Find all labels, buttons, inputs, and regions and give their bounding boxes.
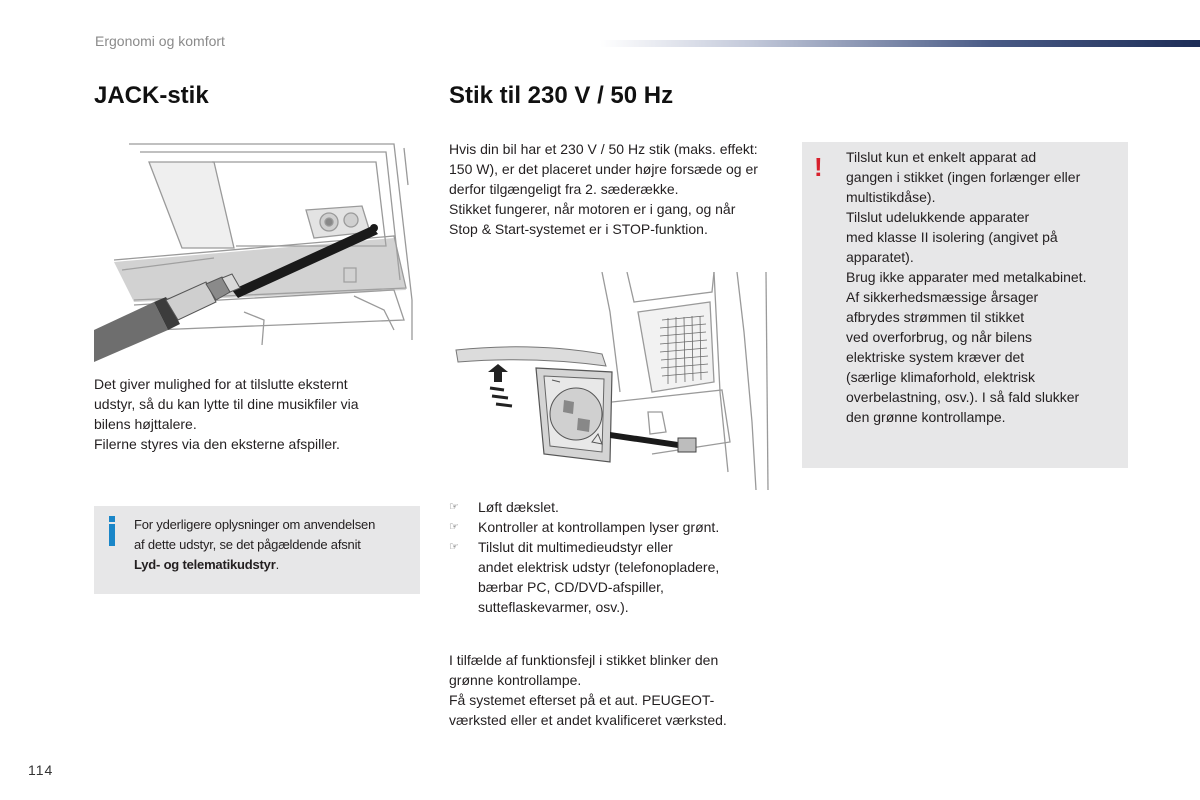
- hand-pointer-icon: ☞: [449, 541, 459, 553]
- jack-text-line: Det giver mulighed for at tilslutte eksternt: [94, 376, 348, 392]
- step-text: andet elektrisk udstyr (telefonopladere,: [478, 559, 720, 575]
- socket-intro-line: Stikket fungerer, når motoren er i gang, og når: [449, 201, 736, 217]
- hand-pointer-icon: ☞: [449, 501, 459, 513]
- warning-line: (særlige klimaforhold, elektrisk: [846, 369, 1036, 385]
- jack-text-line: Filerne styres via den eksterne afspiller.: [94, 436, 340, 452]
- info-line: af dette udstyr, se det pågældende afsnit: [134, 537, 361, 552]
- warning-line: ved overforbrug, og når bilens: [846, 329, 1032, 345]
- malfunction-line: Få systemet efterset på et aut. PEUGEOT-: [449, 692, 715, 708]
- jack-title: JACK-stik: [94, 82, 209, 109]
- info-suffix: .: [275, 557, 279, 572]
- warning-line: den grønne kontrollampe.: [846, 409, 1006, 425]
- socket-steps: [449, 497, 779, 617]
- malfunction-line: værksted eller et andet kvalificeret værksted.: [449, 712, 727, 728]
- step-text: Løft dækslet.: [478, 499, 559, 515]
- malfunction-line: I tilfælde af funktionsfejl i stikket blinker den: [449, 652, 719, 668]
- jack-illustration: [94, 140, 414, 367]
- info-icon: [108, 516, 116, 546]
- warning-line: Tilslut udelukkende apparater: [846, 209, 1030, 225]
- step-item: [449, 517, 779, 537]
- info-ref-line: [134, 555, 409, 575]
- socket-intro-line: Stop & Start-systemet er i STOP-funktion.: [449, 221, 708, 237]
- warning-line: gangen i stikket (ingen forlænger eller: [846, 169, 1081, 185]
- warning-line: apparatet).: [846, 249, 914, 265]
- warning-line: multistikdåse).: [846, 189, 936, 205]
- warning-line: med klasse II isolering (angivet på: [846, 229, 1058, 245]
- jack-description: [94, 374, 404, 454]
- info-box: [94, 506, 420, 594]
- step-item: [449, 497, 779, 517]
- warning-text: [846, 147, 1118, 427]
- socket-illustration: [452, 272, 772, 495]
- socket-intro: [449, 139, 784, 239]
- socket-intro-line: Hvis din bil har et 230 V / 50 Hz stik (maks. effekt:: [449, 141, 758, 157]
- warning-line: overbelastning, osv.). I så fald slukker: [846, 389, 1080, 405]
- socket-title: Stik til 230 V / 50 Hz: [449, 82, 674, 109]
- header-gradient-bar: [600, 40, 1200, 47]
- warning-icon: !: [814, 152, 823, 182]
- warning-box: [802, 142, 1128, 468]
- warning-line: Brug ikke apparater med metalkabinet.: [846, 269, 1087, 285]
- info-line: For yderligere oplysninger om anvendelsen: [134, 517, 376, 532]
- socket-intro-line: 150 W), er det placeret under højre forsæde og er: [449, 161, 758, 177]
- hand-pointer-icon: ☞: [449, 521, 459, 533]
- step-item: [449, 537, 779, 617]
- step-text: Kontroller at kontrollampen lyser grønt.: [478, 519, 720, 535]
- warning-line: Tilslut kun et enkelt apparat ad: [846, 149, 1037, 165]
- step-text: bærbar PC, CD/DVD-afspiller,: [478, 579, 664, 595]
- jack-text-line: bilens højttalere.: [94, 416, 197, 432]
- step-text: sutteflaskevarmer, osv.).: [478, 599, 629, 615]
- page-number: 114: [28, 762, 54, 778]
- jack-text-line: udstyr, så du kan lytte til dine musikfiler via: [94, 396, 359, 412]
- warning-line: elektriske system kræver det: [846, 349, 1025, 365]
- warning-line: afbrydes strømmen til stikket: [846, 309, 1025, 325]
- step-text: Tilslut dit multimedieudstyr eller: [478, 539, 673, 555]
- info-reference: Lyd- og telematikudstyr: [134, 557, 276, 572]
- malfunction-note: [449, 650, 774, 730]
- warning-line: Af sikkerhedsmæssige årsager: [846, 289, 1039, 305]
- socket-intro-line: derfor tilgængeligt fra 2. sæderække.: [449, 181, 679, 197]
- info-text: [134, 515, 409, 575]
- malfunction-line: grønne kontrollampe.: [449, 672, 582, 688]
- section-label: Ergonomi og komfort: [95, 33, 225, 49]
